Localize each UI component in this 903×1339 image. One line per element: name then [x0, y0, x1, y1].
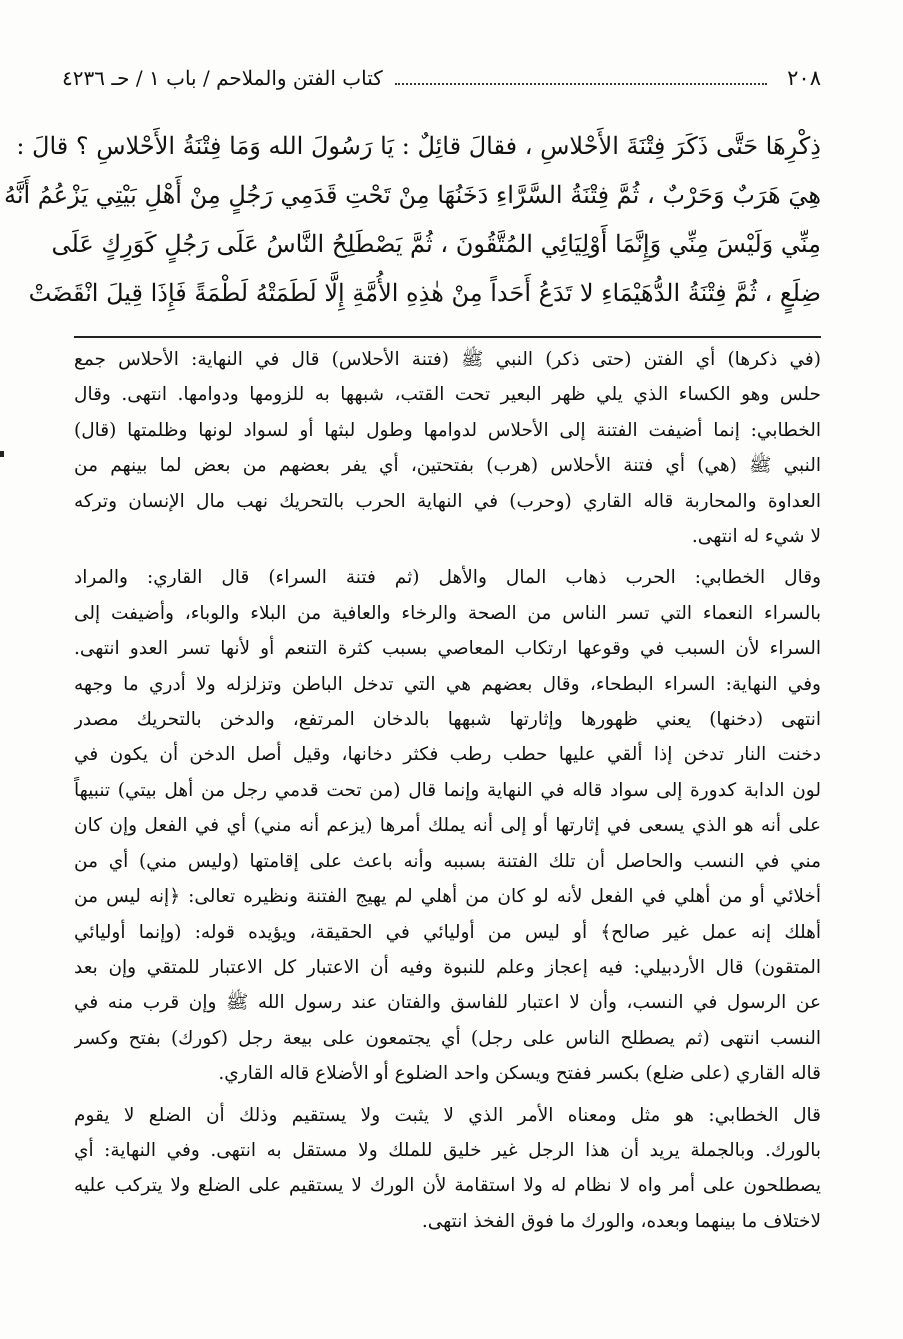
hadith-line: ضِلَعٍ ، ثُمَّ فِتْنَةُ الدُّهَيْمَاءِ لا تَدَعُ أَحَداً مِنْ هٰذِهِ الأُمَّةِ إِلَّا لَطَمَتْهُ لَطْمَةً فَإِذَا قِيلَ انْقَضَتْ	[28, 279, 821, 307]
separator-rule	[74, 336, 821, 338]
commentary-line: لون الدابة كدورة إلى سواد قاله في النهاية وإنما قال (من تحت قدمي رجل من أهل بيتي) تنبيهاً	[74, 779, 821, 801]
hadith-line: مِنِّي وَلَيْسَ مِنِّي وَإِنَّمَا أَوْلِيَائِي المُتَّقُونَ ، ثُمَّ يَصْطَلِحُ النَّاسُ عَلَى رَجُلٍ كَوَرِكٍ عَلَى	[51, 230, 821, 258]
commentary-line: الخطابي: إنما أضيفت الفتنة إلى الأحلاس لدوامها وطول لبثها أو لسواد لونها وظلمتها (قال)	[74, 419, 821, 441]
hadith-text	[3, 122, 821, 318]
commentary-paragraph	[74, 342, 821, 554]
commentary-line: العداوة والمحاربة قاله القاري (وحرب) في النهاية الحرب بالتحريك نهب مال الإنسان وتركه	[74, 490, 821, 512]
commentary-line: أهلك إنه عمل غير صالح﴾ أو ليس من أوليائي في الحقيقة، ويؤيده قوله: (وإنما أوليائي	[74, 921, 821, 943]
commentary	[74, 342, 821, 1239]
commentary-line: انتهى (دخنها) يعني ظهورها وإثارتها شبهها بالدخان المرتفع، والدخن بالتحريك مصدر	[74, 709, 821, 731]
commentary-line: حلس وهو الكساء الذي يلي ظهر البعير تحت القتب، شبهها به للزومها ودوامها. انتهى. وقال	[74, 384, 821, 406]
commentary-line: بالسراء النعماء التي تسر الناس من الصحة والرخاء والعافية من البلاء والوباء، وأضيفت إلى	[74, 602, 821, 624]
hadith-line: ذِكْرِهَا حَتَّى ذَكَرَ فِتْنَةَ الأَحْلاسِ ، فقالَ قائِلٌ : يَا رَسُولَ الله وَمَا فِتْنَةُ الأَحْلاسِ ؟ قالَ :	[16, 132, 821, 160]
commentary-line: المتقون) قال الأردبيلي: فيه إعجاز وعلم للنبوة وفيه أن الاعتبار كل الاعتبار للمتقي وإن بعد	[74, 956, 821, 978]
header-dotted-leader	[395, 71, 767, 85]
commentary-line: مني في النسب والحاصل أن تلك الفتنة بسببه وأنه باعث على إقامتها (وليس مني) أي من	[74, 850, 821, 872]
commentary-line: يصطلحون على أمر واه لا نظام له ولا استقامة لأن الورك لا يستقيم على الضلع ولا يتركب عليه	[74, 1175, 821, 1197]
commentary-line: وقال الخطابي: الحرب ذهاب المال والأهل (ثم فتنة السراء) قال القاري: والمراد	[74, 567, 821, 589]
running-title: كتاب الفتن والملاحم / باب ١ / حـ ٤٢٣٦	[62, 66, 383, 90]
commentary-line: دخنت النار تدخن إذا ألقي عليها حطب رطب فكثر دخانها، وقيل أصل الدخن أن يكون في	[74, 744, 821, 766]
commentary-paragraph	[74, 1098, 821, 1240]
commentary-line: (في ذكرها) أي الفتن (حتى ذكر) النبي ﷺ (فتنة الأحلاس) قال في النهاية: الأحلاس جمع	[74, 349, 821, 370]
commentary-line: السراء لأن السبب في وقوعها ارتكاب المعاصي بسبب كثرة التنعم أو لأنها تسر العدو انتهى.	[74, 638, 821, 660]
commentary-line: لا شيء له انتهى.	[691, 526, 821, 548]
commentary-line: عن الرسول في النسب، وأن لا اعتبار للفاسق والفتان عند رسول الله ﷺ وإن قرب منه في	[74, 992, 821, 1014]
scan-margin-mark	[0, 451, 4, 457]
commentary-line: قال الخطابي: هو مثل ومعناه الأمر الذي لا يثبت ولا يستقيم وذلك أن الضلع لا يقوم	[74, 1104, 821, 1126]
commentary-line: أخلائي أو من أهلي في الفعل لأنه لو كان من أهلي لم يهيج الفتنة ونظيره تعالى: ﴿إنه ليس من	[74, 886, 821, 908]
commentary-line: بالورك. وبالجملة يريد أن هذا الرجل غير خليق للملك ولا مستقل به انتهى. وفي النهاية: أي	[74, 1139, 821, 1161]
commentary-line: النسب انتهى (ثم يصطلح الناس على رجل) أي يجتمعون على بيعة رجل (كورك) بفتح وكسر	[74, 1027, 821, 1049]
page-number: ٢٠٨	[787, 66, 821, 90]
commentary-line: على أنه هو الذي يسعى في إثارتها أو إلى أنه يملك أمرها (يزعم أنه مني) أي في الفعل وإن كان	[74, 815, 821, 837]
commentary-paragraph	[74, 560, 821, 1091]
running-header	[62, 62, 821, 94]
commentary-line: قاله القاري (على ضلع) بكسر ففتح ويسكن واحد الضلوع أو الأضلاع قاله القاري.	[218, 1063, 821, 1085]
hadith-line: هِيَ هَرَبٌ وَحَرْبٌ ، ثُمَّ فِتْنَةُ السَّرَّاءِ دَخَنُهَا مِنْ تَحْتِ قَدَمِي رَجُلٍ مِنْ أَهْلِ بَيْتِي يَزْعُمُ أَنَّهُ	[3, 181, 821, 209]
commentary-line: النبي ﷺ (هي) أي فتنة الأحلاس (هرب) بفتحتين، أي يفر بعضهم من بعض لما بينهم من	[74, 455, 821, 477]
commentary-line: لاختلاف ما بينهما وبعده، والورك ما فوق الفخذ انتهى.	[421, 1210, 821, 1232]
commentary-line: وفي النهاية: السراء البطحاء، وقال بعضهم هي التي تدخل الباطن وتزلزله ولا أدري ما وجهه	[74, 673, 821, 695]
